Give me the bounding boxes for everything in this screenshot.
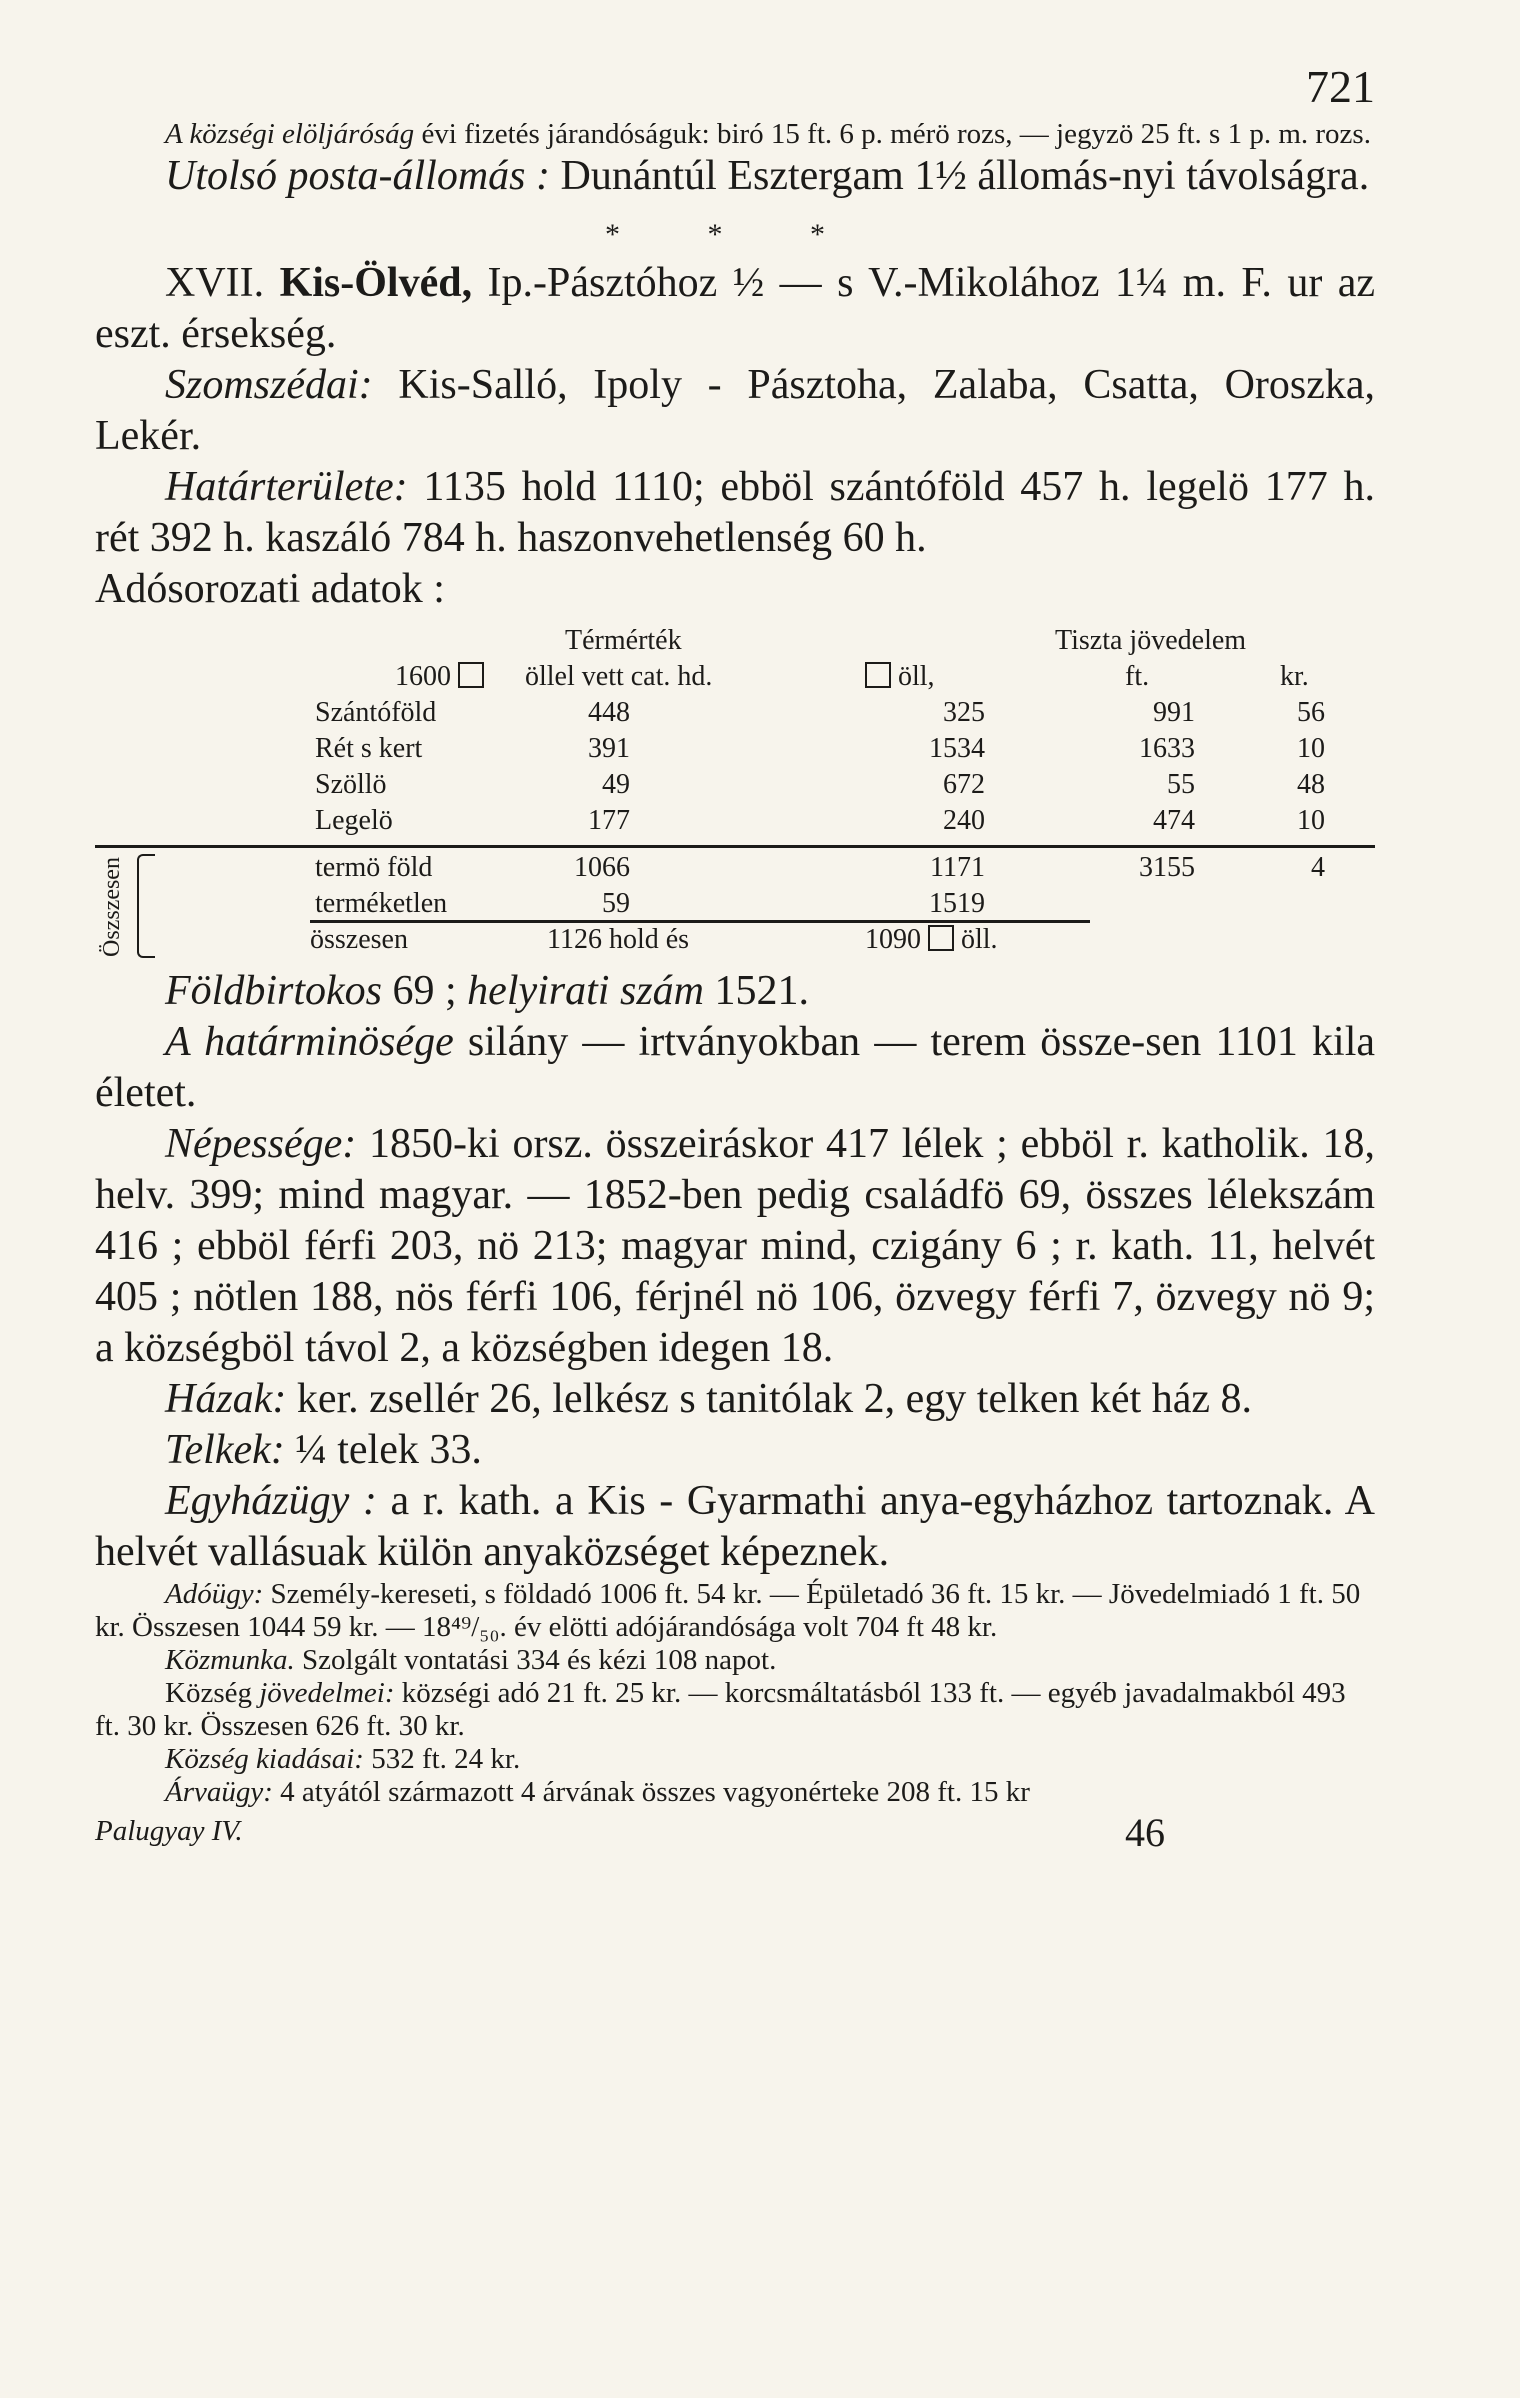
adosorozat-label: Adósorozati adatok : [95, 566, 445, 612]
nepessege-text: 1850-ki orsz. összeiráskor 417 lélek ; ebböl r. katholik. 18, helv. 399; mind magyar. — 1852-ben pedig családfö 69, összes lélekszám 416 ; ebböl férfi 203, nö 213; magyar mind, czigány 6 ; r. kath. 11, helvét 405 ; nötlen 188, nös férfi 106, férjnél nö 106, özvegy férfi 7, özvegy nö 9; a községböl távol 2, a községben idegen 18. [95, 1121, 1375, 1371]
jovedelmei-text: községi adó 21 ft. 25 kr. — korcsmáltatásból 133 ft. — egyéb javadalmakból 493 ft. 30 kr. Összesen 626 ft. 30 kr. [95, 1677, 1346, 1742]
table-row-cell: Rét s kert [315, 733, 423, 764]
table-row-cell: 10 [1297, 733, 1325, 764]
table-row-cell: 56 [1297, 697, 1325, 728]
adougy-text: Személy-kereseti, s földadó 1006 ft. 54 kr. — Épületadó 36 ft. 15 kr. — Jövedelmiadó 1 ft. 50 kr. Összesen 1044 59 kr. — 18⁴⁹/₅₀. év elötti adójárandósága volt 704 ft 48 kr. [95, 1578, 1361, 1643]
heading-number: XVII. [165, 260, 265, 306]
hazak-paragraph [95, 1374, 1375, 1425]
hatarterulete-label: Határterülete: [165, 464, 408, 510]
kozmunka-paragraph [95, 1644, 1375, 1677]
egyhazugy-text: a r. kath. a Kis - Gyarmathi anya-egyházhoz tartoznak. A helvét vallásuak külön anyaközséget képeznek. [95, 1478, 1375, 1575]
table-body [95, 697, 1375, 841]
table-row [95, 697, 1375, 733]
table-row-cell: 177 [588, 805, 630, 836]
egyhazugy-label: Egyházügy : [165, 1478, 377, 1524]
table-row-cell: Szántóföld [315, 697, 437, 728]
header-termertek: Térmérték [565, 625, 682, 656]
szomszedai-label: Szomszédai: [165, 362, 373, 408]
helyirati-label: helyirati szám [467, 968, 704, 1014]
table-header-2 [95, 661, 1375, 697]
section-stars: * * * [605, 218, 865, 251]
side-label: Öszszesen [99, 857, 125, 957]
arvaugy-paragraph [95, 1776, 1375, 1809]
square-symbol [458, 662, 484, 688]
hazak-text: ker. zsellér 26, lelkész s tanitólak 2, egy telken két ház 8. [296, 1376, 1252, 1422]
square-symbol [865, 662, 891, 688]
kiadasai-paragraph [95, 1743, 1375, 1776]
document-page [95, 60, 1375, 1859]
header-ft: ft. [1125, 661, 1150, 692]
sum-row-cell: 1519 [929, 888, 985, 919]
sum-row [95, 888, 1375, 924]
egyhazugy-paragraph [95, 1476, 1375, 1578]
header-ollel: öllel vett cat. hd. [525, 661, 713, 692]
hataminoseg-label: A határminösége [165, 1019, 454, 1065]
telkek-label: Telkek: [165, 1427, 285, 1473]
sum-block [95, 852, 1375, 962]
table-row-cell: 391 [588, 733, 630, 764]
sum-row-cell: termö föld [315, 852, 433, 883]
table-row-cell: 1633 [1139, 733, 1195, 764]
header-oll: öll, [865, 661, 935, 693]
sum-row-cell: 59 [602, 888, 630, 919]
heading-paragraph [95, 258, 1375, 360]
sum-row-cell: 3155 [1139, 852, 1195, 883]
nepessege-label: Népessége: [165, 1121, 357, 1167]
table-row-cell: 325 [943, 697, 985, 728]
table-rule [95, 845, 1375, 848]
adougy-label: Adóügy: [165, 1578, 264, 1610]
posta-text: Dunántúl Esztergam 1½ állomás-nyi távolságra. [560, 153, 1370, 199]
page-footer [95, 1809, 1375, 1859]
table-row-cell: 49 [602, 769, 630, 800]
table-row [95, 769, 1375, 805]
sum-row-cell: 1171 [930, 852, 985, 883]
table-row [95, 805, 1375, 841]
table-row-cell: 1534 [929, 733, 985, 764]
intro-paragraph [95, 118, 1375, 151]
footer-author: Palugyay IV. [95, 1815, 243, 1847]
jovedelmei-label-2: jövedelmei: [259, 1677, 395, 1709]
hatarterulete-text: 1135 hold 1110; ebböl szántóföld 457 h. legelö 177 h. rét 392 h. kaszáló 784 h. haszonvehetlenség 60 h. [95, 464, 1376, 561]
hataminoseg-text: silány — irtványokban — terem össze-sen 1101 kila életet. [95, 1019, 1375, 1116]
kozmunka-label: Közmunka. [165, 1644, 295, 1676]
foldbirtokos-label: Földbirtokos [165, 968, 382, 1014]
hataminoseg-paragraph [95, 1017, 1375, 1119]
nepessege-paragraph [95, 1119, 1375, 1374]
table-row-cell: 474 [1153, 805, 1195, 836]
intro-label: A községi elöljáróság [165, 118, 415, 150]
total-hold: 1126 hold és [547, 924, 690, 955]
hazak-label: Házak: [165, 1376, 287, 1422]
szomszedai-paragraph [95, 360, 1375, 462]
jovedelmei-paragraph [95, 1677, 1375, 1743]
table-header-1 [95, 625, 1375, 661]
sum-row [95, 852, 1375, 888]
header-kr: kr. [1280, 661, 1309, 692]
table-row-cell: 10 [1297, 805, 1325, 836]
table-row-cell: 448 [588, 697, 630, 728]
header-1600: 1600 [395, 661, 484, 693]
intro-text: évi fizetés járandóságuk: biró 15 ft. 6 p. mérö rozs, — jegyzö 25 ft. s 1 p. m. rozs. [421, 118, 1371, 150]
table-row-cell: Legelö [315, 805, 393, 836]
table-row-cell: 55 [1167, 769, 1195, 800]
kiadasai-text: 532 ft. 24 kr. [371, 1743, 521, 1775]
arvaugy-text: 4 atyától származott 4 árvának összes vagyonérteke 208 ft. 15 kr [280, 1776, 1030, 1808]
foldbirtokos-paragraph [95, 966, 1375, 1017]
adougy-paragraph [95, 1578, 1375, 1644]
table-row-cell: 48 [1297, 769, 1325, 800]
table-row-cell: 672 [943, 769, 985, 800]
table-row [95, 733, 1375, 769]
table-row-cell: 240 [943, 805, 985, 836]
footer-signature: 46 [1125, 1810, 1165, 1855]
helyirati-value: 1521. [714, 968, 809, 1014]
foldbirtokos-value: 69 ; [392, 968, 457, 1014]
posta-label: Utolsó posta-állomás : [165, 153, 551, 199]
total-oll-value: 1090 öll. [865, 924, 998, 955]
hatarterulete-paragraph [95, 462, 1375, 564]
sum-separator [310, 920, 1090, 923]
heading-text: Ip.-Pásztóhoz ½ — s V.-Mikolához 1¼ m. F. ur az eszt. érsekség. [95, 260, 1376, 357]
jovedelmei-label-1: Község [165, 1677, 252, 1709]
sum-row-cell: 4 [1311, 852, 1325, 883]
total-label: összesen [310, 924, 408, 955]
telkek-text: ¼ telek 33. [295, 1427, 482, 1473]
sum-rows [95, 852, 1375, 924]
heading-name: Kis-Ölvéd, [279, 260, 473, 306]
header-tiszta-jovedelem: Tiszta jövedelem [1055, 625, 1247, 656]
tax-table [95, 625, 1375, 962]
table-row-cell: Szöllö [315, 769, 387, 800]
page-number: 721 [1306, 61, 1375, 112]
table-row-cell: 991 [1153, 697, 1195, 728]
sum-row-cell: terméketlen [315, 888, 448, 919]
telkek-paragraph [95, 1425, 1375, 1476]
arvaugy-label: Árvaügy: [165, 1776, 273, 1808]
kiadasai-label: Község kiadásai: [165, 1743, 364, 1775]
posta-paragraph [95, 151, 1375, 202]
sum-row-cell: 1066 [574, 852, 630, 883]
square-symbol [928, 925, 954, 951]
kozmunka-text: Szolgált vontatási 334 és kézi 108 napot. [301, 1644, 777, 1676]
total-row [95, 924, 1375, 960]
szomszedai-text: Kis-Salló, Ipoly - Pásztoha, Zalaba, Csatta, Oroszka, Lekér. [95, 362, 1376, 459]
